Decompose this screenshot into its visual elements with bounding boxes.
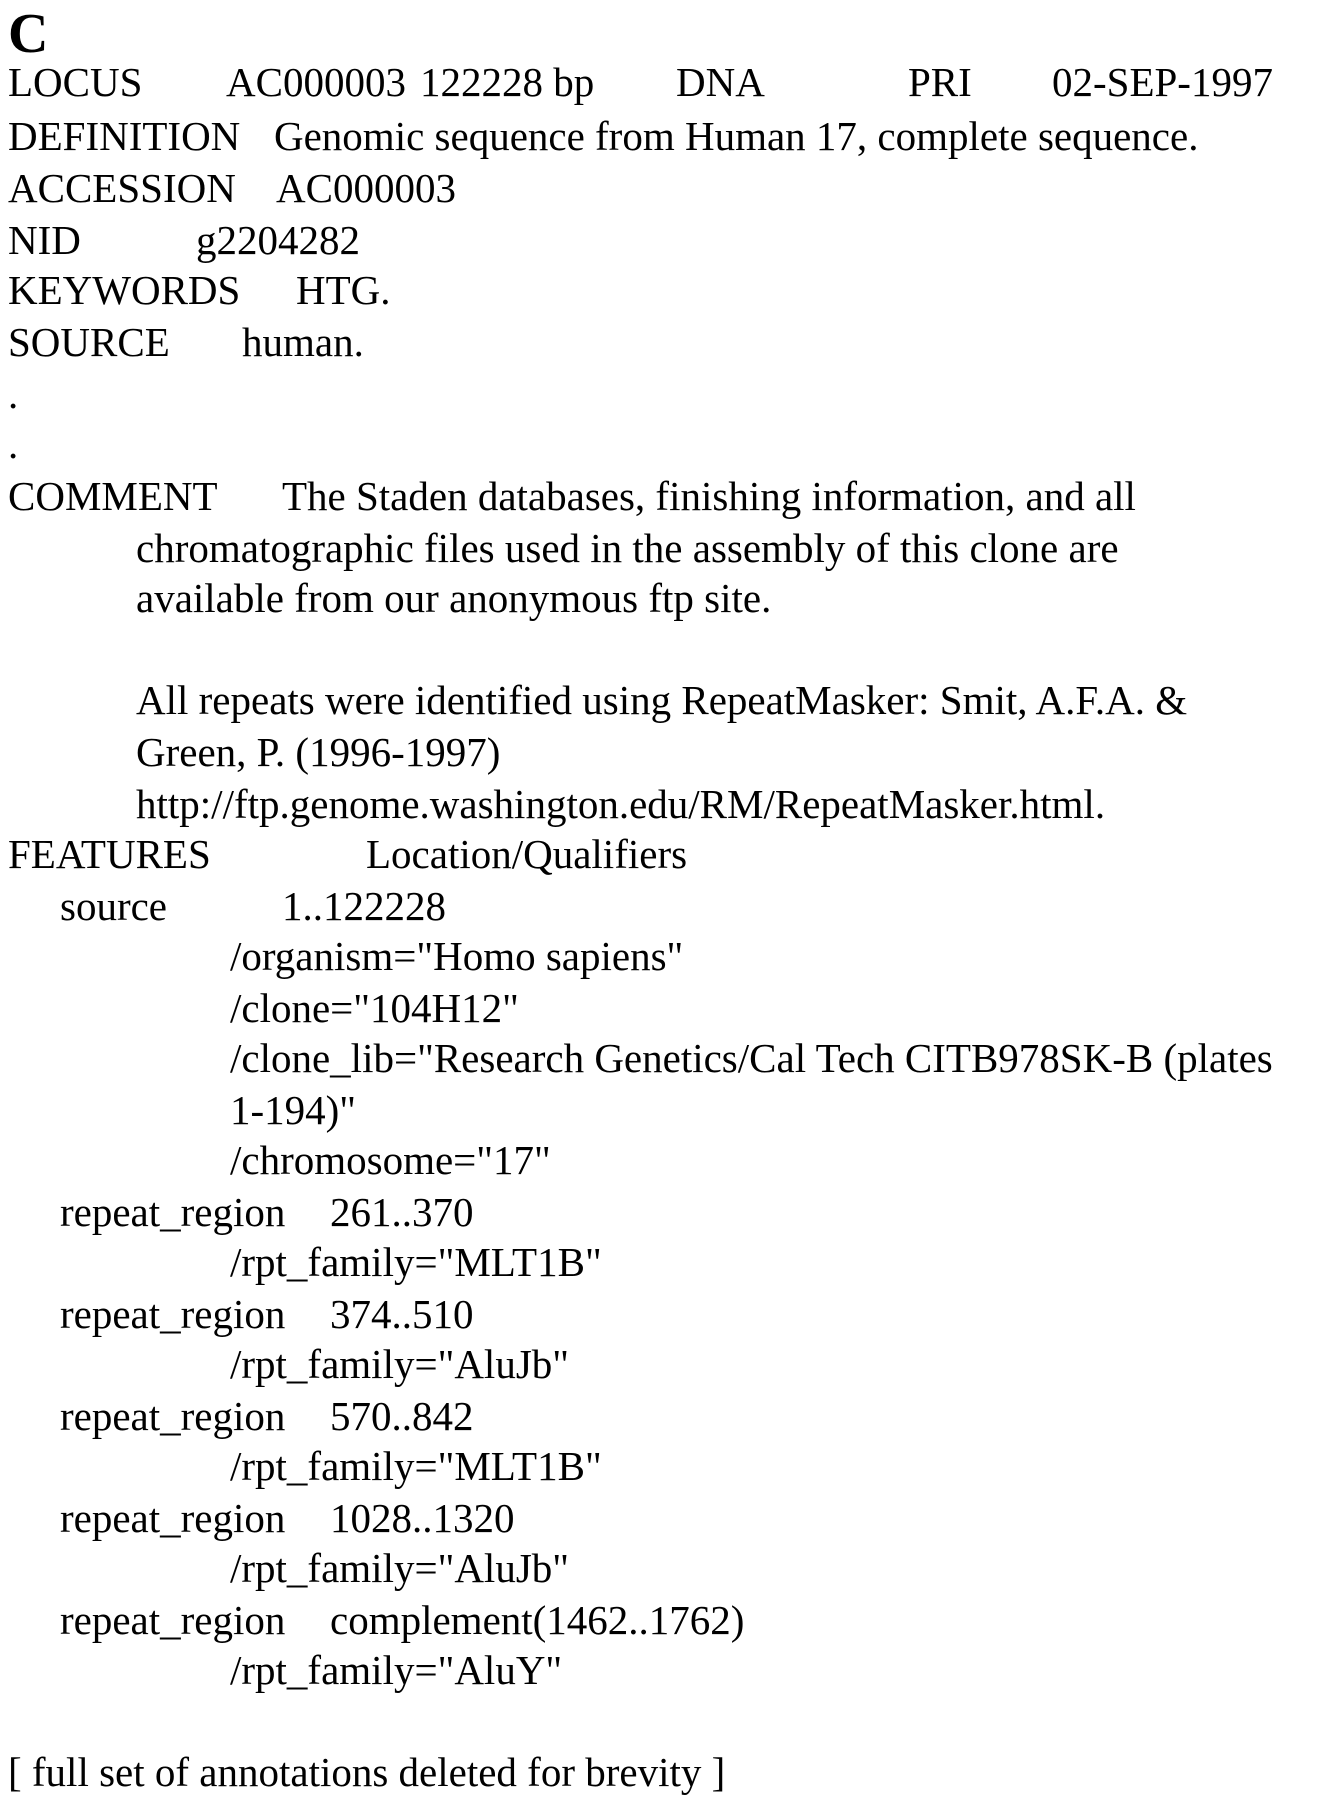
qualifier-rpt-family: /rpt_family="MLT1B" xyxy=(230,1443,602,1489)
keywords-value: HTG. xyxy=(296,267,391,313)
comment-key: COMMENT xyxy=(8,473,218,519)
repeat-region-key: repeat_region xyxy=(60,1495,286,1541)
qualifier-rpt-family: /rpt_family="AluY" xyxy=(230,1647,563,1693)
footer-note: [ full set of annotations deleted for brevity ] xyxy=(8,1749,726,1795)
repeat-region-location: 261..370 xyxy=(330,1189,474,1235)
qualifier-organism: /organism="Homo sapiens" xyxy=(230,933,684,979)
locus-length: 122228 bp xyxy=(420,59,595,105)
nid-key: NID xyxy=(8,217,81,263)
repeat-region-location: complement(1462..1762) xyxy=(330,1597,745,1643)
qualifier-rpt-family: /rpt_family="AluJb" xyxy=(230,1341,570,1387)
comment-url: http://ftp.genome.washington.edu/RM/RepeatMasker.html. xyxy=(136,781,1106,827)
locus-molecule: DNA xyxy=(676,59,765,105)
comment-text: Green, P. (1996-1997) xyxy=(136,729,501,775)
repeat-region-location: 570..842 xyxy=(330,1393,474,1439)
panel-label: C xyxy=(8,3,49,65)
comment-text: available from our anonymous ftp site. xyxy=(136,575,772,621)
repeat-region-key: repeat_region xyxy=(60,1597,286,1643)
keywords-key: KEYWORDS xyxy=(8,267,241,313)
definition-value: Genomic sequence from Human 17, complete sequence. xyxy=(274,113,1199,159)
comment-text: The Staden databases, finishing information, and all xyxy=(282,473,1136,519)
repeat-region-key: repeat_region xyxy=(60,1291,286,1337)
source-key: SOURCE xyxy=(8,319,170,365)
qualifier-chromosome: /chromosome="17" xyxy=(230,1137,551,1183)
features-key: FEATURES xyxy=(8,831,211,877)
locus-date: 02-SEP-1997 xyxy=(1052,59,1273,105)
nid-value: g2204282 xyxy=(196,217,360,263)
repeat-region-location: 1028..1320 xyxy=(330,1495,515,1541)
locus-name: AC000003 xyxy=(226,59,406,105)
repeat-region-key: repeat_region xyxy=(60,1189,286,1235)
feature-source-location: 1..122228 xyxy=(282,883,446,929)
qualifier-clone-lib: /clone_lib="Research Genetics/Cal Tech CITB978SK-B (plates xyxy=(230,1035,1273,1081)
qualifier-rpt-family: /rpt_family="AluJb" xyxy=(230,1545,570,1591)
qualifier-clone: /clone="104H12" xyxy=(230,985,519,1031)
features-header: Location/Qualifiers xyxy=(366,831,688,877)
accession-key: ACCESSION xyxy=(8,165,236,211)
comment-text: All repeats were identified using RepeatMasker: Smit, A.F.A. & xyxy=(136,677,1188,723)
comment-text: chromatographic files used in the assembly of this clone are xyxy=(136,525,1119,571)
locus-division: PRI xyxy=(908,59,972,105)
feature-source-key: source xyxy=(60,883,168,929)
genbank-record: C LOCUS AC000003 122228 bp DNA PRI 02-SEP-1997 DEFINITION Genomic sequence from Human 17, complete sequence. ACCESSION AC000003 NID g2204282 KEYWORDS HTG. SOURCE human. . . COMMENT The Staden databases, finishing information, and all chromatographic files used in the assembly of this clone are available from our anonymous ftp site. All repeats were identified using RepeatMasker: Smit, A.F.A. & Green, P. (1996-1997) http://ftp.genome.washington.edu/RM/RepeatMasker.html. FEATURES Location/Qualifiers source 1..122228 /organism="Homo sapiens" /clone="104H12" /clone_lib="Research Genetics/Cal Tech CITB978SK-B (plates 1-194)" /chromosome="17" repeat_region 261..370 /rpt_family="MLT1B" repeat_region 374..510 /rpt_family="AluJb" repeat_region 570..842 /rpt_family="MLT1B" repeat_region 1028..1320 /rpt_family="AluJb" repeat_region complement(1462..1762) /rpt_family="AluY" [ full set of annotations deleted for brevity ] xyxy=(8,3,1273,1795)
locus-key: LOCUS xyxy=(8,59,143,105)
definition-key: DEFINITION xyxy=(8,113,241,159)
qualifier-clone-lib-cont: 1-194)" xyxy=(230,1087,357,1133)
accession-value: AC000003 xyxy=(276,165,456,211)
repeat-region-location: 374..510 xyxy=(330,1291,474,1337)
source-value: human. xyxy=(242,319,364,365)
qualifier-rpt-family: /rpt_family="MLT1B" xyxy=(230,1239,602,1285)
repeat-region-key: repeat_region xyxy=(60,1393,286,1439)
